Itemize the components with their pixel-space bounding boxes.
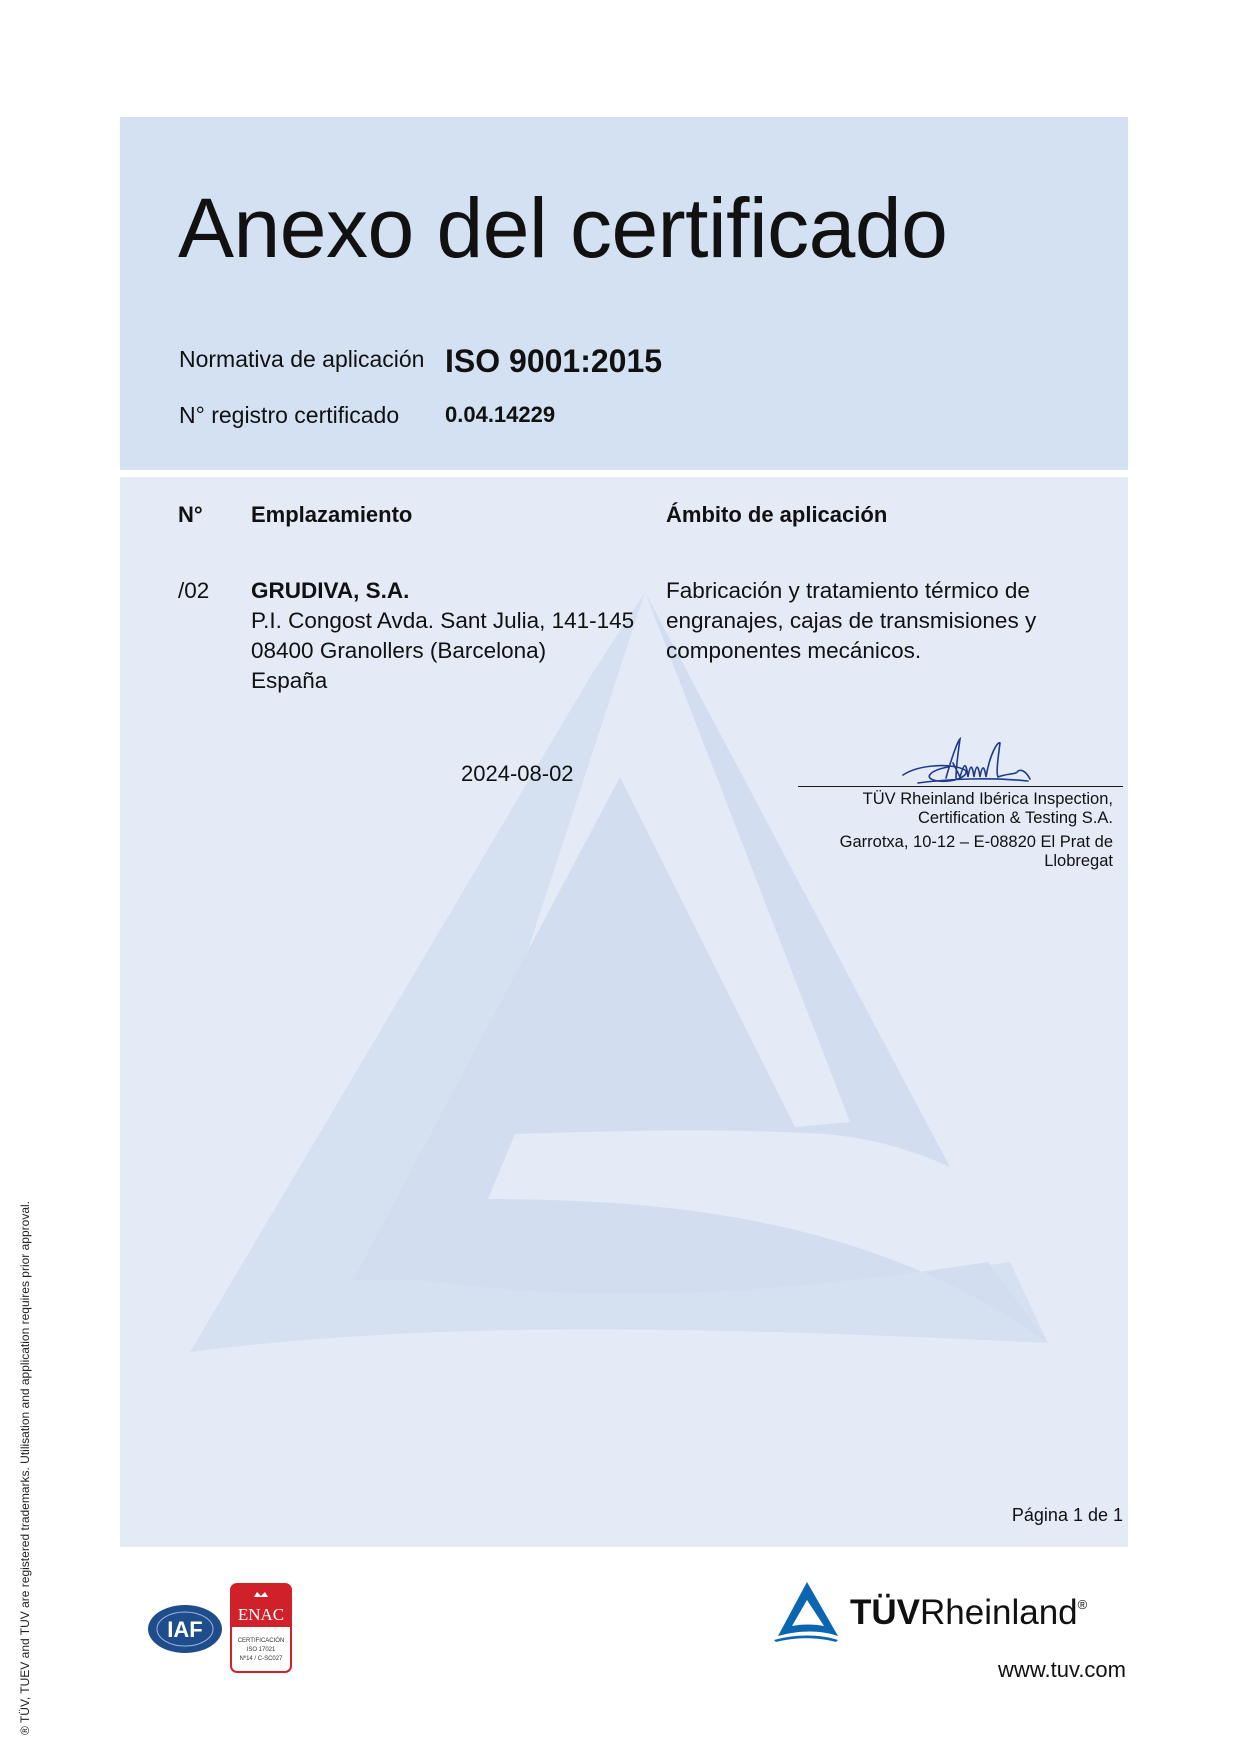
tuv-wordmark bbox=[850, 1593, 1087, 1633]
enac-line: Nº14 / C-SC027 bbox=[239, 1656, 283, 1662]
scope-line: componentes mecánicos. bbox=[666, 638, 922, 663]
site-cell bbox=[251, 576, 634, 696]
issuer-address-line: Garrotxa, 10-12 – E-08820 El Prat de bbox=[839, 833, 1113, 851]
scope-line: Fabricación y tratamiento térmico de bbox=[666, 578, 1030, 603]
enac-logo bbox=[230, 1583, 292, 1673]
registry-label: N° registro certificado bbox=[179, 402, 400, 428]
signature-line bbox=[798, 786, 1123, 787]
issue-date: 2024-08-02 bbox=[461, 761, 574, 786]
registered-mark: ® bbox=[1077, 1597, 1088, 1612]
enac-line: ISO 17021 bbox=[246, 1647, 276, 1653]
row-number: /02 bbox=[178, 578, 210, 603]
column-header-site: Emplazamiento bbox=[251, 502, 413, 527]
page-number: Página 1 de 1 bbox=[1011, 1505, 1123, 1525]
address-line: España bbox=[251, 668, 328, 693]
column-header-scope: Ámbito de aplicación bbox=[666, 502, 888, 527]
website-link[interactable]: www.tuv.com bbox=[998, 1657, 1126, 1682]
page-title: Anexo del certificado bbox=[178, 181, 948, 275]
iaf-text: IAF bbox=[167, 1617, 203, 1642]
column-header-number: N° bbox=[178, 502, 203, 527]
signature bbox=[898, 733, 1038, 789]
address-line: 08400 Granollers (Barcelona) bbox=[251, 638, 547, 663]
issuer-name-line: TÜV Rheinland Ibérica Inspection, bbox=[862, 790, 1113, 808]
registry-value: 0.04.14229 bbox=[445, 402, 556, 427]
trademark-notice: ® TÜV, TUEV and TUV are registered trademarks. Utilisation and application requires prior approval. bbox=[18, 1201, 32, 1735]
enac-name: ENAC bbox=[237, 1605, 285, 1624]
address-line: P.I. Congost Avda. Sant Julia, 141-145 bbox=[251, 608, 635, 633]
issuer-name-line: Certification & Testing S.A. bbox=[917, 809, 1113, 827]
scope-cell bbox=[666, 576, 1036, 666]
standard-value: ISO 9001:2015 bbox=[445, 343, 663, 379]
issuer-block bbox=[783, 790, 1113, 871]
tuv-wordmark-bold: TÜV bbox=[850, 1593, 920, 1632]
tuv-wordmark-regular: Rheinland bbox=[920, 1593, 1078, 1632]
company-name: GRUDIVA, S.A. bbox=[251, 578, 410, 603]
iaf-logo bbox=[146, 1603, 224, 1655]
issuer-address-line: Llobregat bbox=[1044, 852, 1113, 870]
standard-label: Normativa de aplicación bbox=[179, 346, 425, 372]
enac-line: CERTIFICACIÓN bbox=[237, 1638, 285, 1644]
tuv-triangle-logo bbox=[770, 1580, 840, 1642]
scope-line: engranajes, cajas de transmisiones y bbox=[666, 608, 1037, 633]
